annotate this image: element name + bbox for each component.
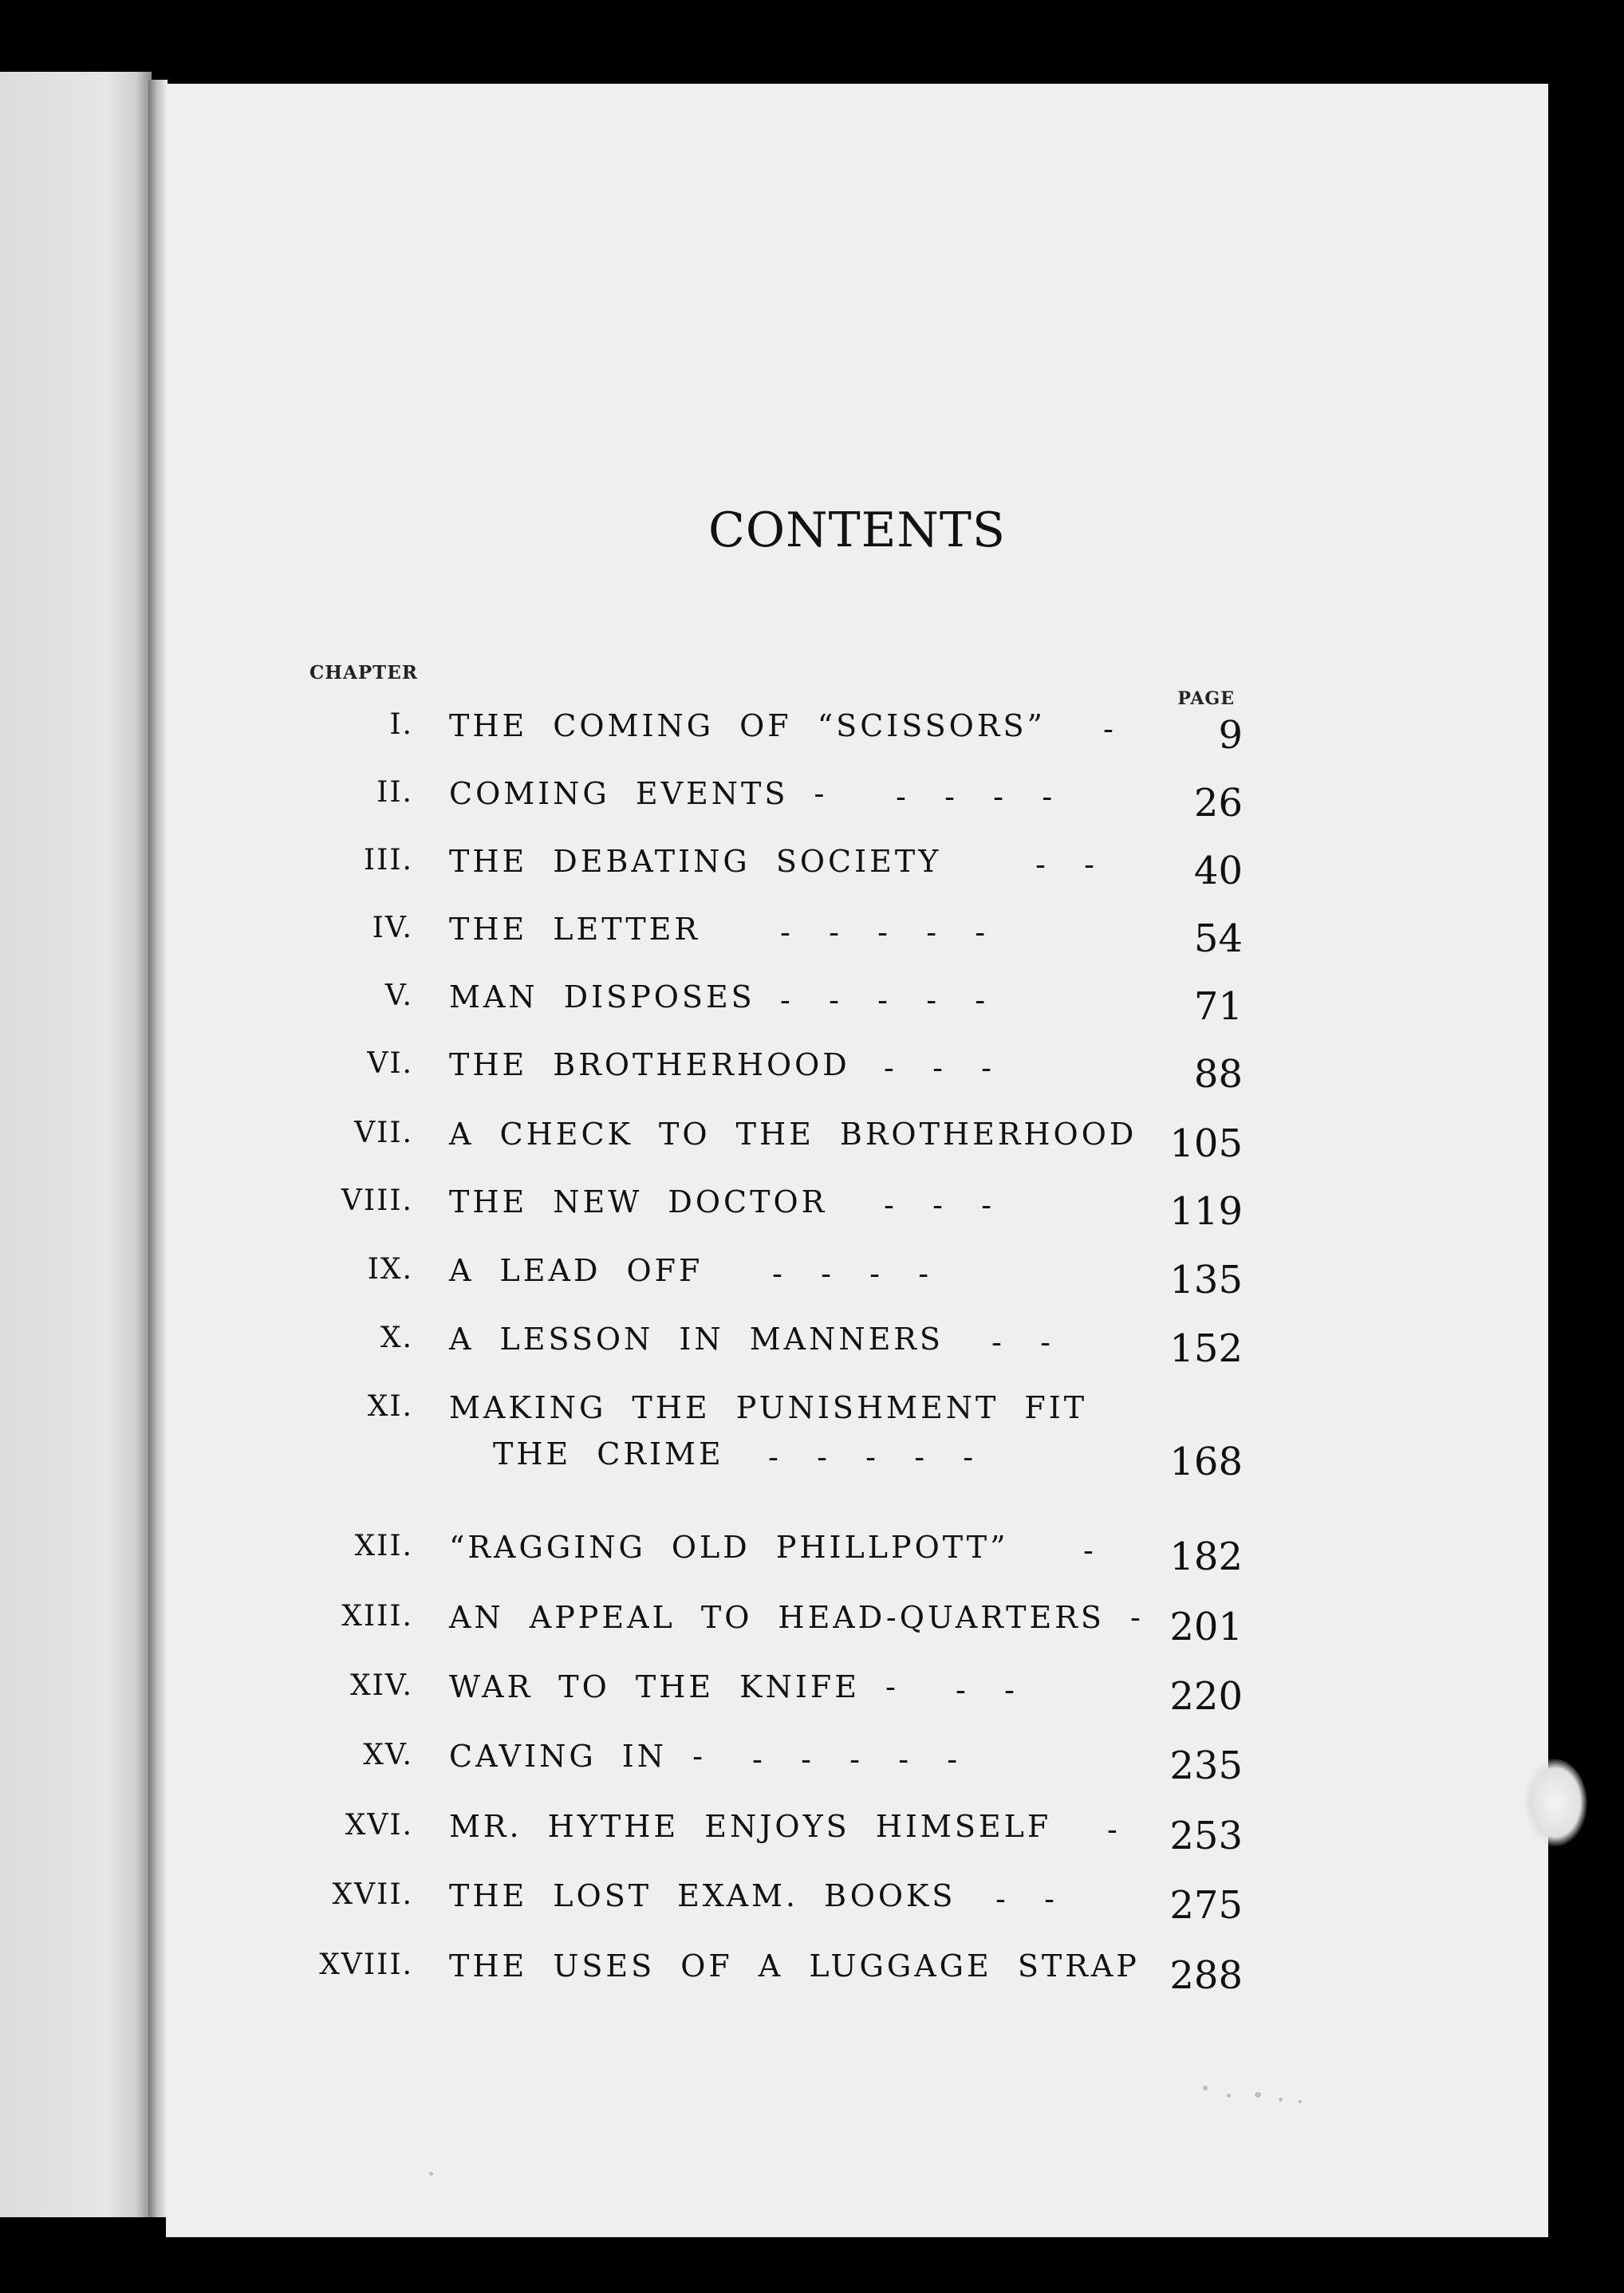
chapter-number: XIV. — [350, 1669, 413, 1702]
dot-leader: - - - - — [896, 779, 1055, 814]
chapter-title: THE LOST EXAM. BOOKS — [449, 1878, 956, 1913]
chapter-title: WAR TO THE KNIFE - — [449, 1669, 899, 1704]
chapter-number: XV. — [363, 1739, 413, 1771]
ink-speck — [429, 2172, 433, 2176]
page-number: 288 — [1169, 1953, 1243, 1998]
chapter-title: A CHECK TO THE BROTHERHOOD — [449, 1117, 1137, 1152]
page-number: 253 — [1169, 1814, 1243, 1858]
chapter-title: THE USES OF A LUGGAGE STRAP — [449, 1948, 1140, 1984]
dot-leader: - - - - - — [780, 915, 988, 950]
chapter-number: VI. — [367, 1047, 413, 1080]
toc-entry-6[interactable] — [166, 1041, 1548, 1105]
chapter-number: XVII. — [332, 1878, 413, 1911]
dot-leader: - - - - - — [768, 1440, 976, 1475]
dot-leader: - — [1083, 1533, 1096, 1568]
chapter-title: THE BROTHERHOOD — [449, 1047, 850, 1082]
toc-entry-3[interactable] — [166, 837, 1548, 901]
page-number: 9 — [1218, 713, 1243, 758]
chapter-number: IX. — [367, 1253, 413, 1286]
chapter-number: X. — [380, 1322, 413, 1354]
chapter-number: VIII. — [341, 1184, 413, 1217]
page-stain — [1523, 1759, 1587, 1846]
chapter-number: IV. — [372, 912, 413, 944]
toc-entry-4[interactable] — [166, 905, 1548, 969]
chapter-title: MR. HYTHE ENJOYS HIMSELF — [449, 1809, 1052, 1844]
chapter-title: THE NEW DOCTOR — [449, 1184, 828, 1219]
page-column-header: PAGE — [1177, 688, 1235, 709]
chapter-title: COMING EVENTS - — [449, 776, 828, 811]
toc-entry-16[interactable] — [166, 1802, 1548, 1866]
dot-leader: - - - - — [772, 1256, 932, 1291]
chapter-number: XVIII. — [319, 1948, 413, 1981]
chapter-number: XII. — [354, 1530, 413, 1562]
toc-entry-9[interactable] — [166, 1247, 1548, 1310]
page-number: 182 — [1169, 1535, 1243, 1579]
toc-entry-15[interactable] — [166, 1732, 1548, 1796]
chapter-title: MAN DISPOSES — [449, 979, 755, 1015]
page-number: 40 — [1193, 849, 1243, 893]
ink-speck — [1255, 2092, 1261, 2098]
page-number: 135 — [1169, 1258, 1243, 1302]
dot-leader: - - - - - — [752, 1742, 960, 1777]
chapter-title: MAKING THE PUNISHMENT FIT — [449, 1390, 1088, 1425]
page-number: 201 — [1169, 1605, 1243, 1649]
chapter-title: A LESSON IN MANNERS — [449, 1322, 944, 1357]
chapter-number: III. — [363, 844, 413, 877]
contents-page — [166, 84, 1548, 2237]
chapter-number: I. — [389, 708, 413, 741]
chapter-number: XIII. — [341, 1600, 413, 1633]
page-number: 54 — [1193, 916, 1243, 961]
toc-entry-10[interactable] — [166, 1315, 1548, 1379]
chapter-number: XVI. — [345, 1809, 413, 1842]
ink-speck — [1299, 2100, 1302, 2103]
dot-leader: - — [1103, 711, 1116, 747]
dot-leader: - - — [956, 1672, 1017, 1708]
page-number: 119 — [1169, 1189, 1243, 1234]
page-number: 168 — [1169, 1440, 1243, 1484]
toc-entry-5[interactable] — [166, 973, 1548, 1037]
page-number: 220 — [1169, 1674, 1243, 1719]
page-number: 71 — [1193, 984, 1243, 1029]
dot-leader: - - - — [884, 1050, 994, 1085]
toc-entry-2[interactable] — [166, 770, 1548, 833]
chapter-title-continuation: THE CRIME — [493, 1436, 724, 1472]
chapter-title: THE LETTER — [449, 912, 701, 947]
chapter-column-header: CHAPTER — [309, 662, 418, 684]
chapter-number: V. — [384, 979, 413, 1012]
page-number: 275 — [1169, 1883, 1243, 1928]
dot-leader: - - — [995, 1881, 1057, 1917]
toc-entry-13[interactable] — [166, 1594, 1548, 1657]
toc-entry-8[interactable] — [166, 1178, 1548, 1242]
toc-entry-14[interactable] — [166, 1663, 1548, 1727]
ink-speck — [1203, 2086, 1208, 2090]
chapter-title: A LEAD OFF — [449, 1253, 704, 1288]
page-number: 235 — [1169, 1743, 1243, 1788]
ink-speck — [1279, 2098, 1283, 2102]
page-number: 88 — [1193, 1052, 1243, 1097]
page-title: CONTENTS — [708, 502, 1007, 558]
page-number: 26 — [1193, 781, 1243, 825]
chapter-title: THE COMING OF “SCISSORS” — [449, 708, 1046, 743]
dot-leader: - — [1107, 1812, 1120, 1847]
toc-entry-11[interactable] — [166, 1384, 1548, 1499]
chapter-number: VII. — [354, 1117, 413, 1149]
dot-leader: - - - — [884, 1188, 994, 1223]
toc-entry-7[interactable] — [166, 1110, 1548, 1174]
chapter-title: CAVING IN - — [449, 1739, 706, 1774]
chapter-title: AN APPEAL TO HEAD-QUARTERS - — [449, 1600, 1144, 1635]
toc-entry-1[interactable] — [166, 702, 1548, 766]
dot-leader: - - — [991, 1325, 1053, 1360]
toc-entry-17[interactable] — [166, 1872, 1548, 1936]
chapter-number: II. — [376, 776, 413, 809]
page-number: 105 — [1169, 1121, 1243, 1166]
book-gutter — [148, 80, 168, 2217]
chapter-title: THE DEBATING SOCIETY — [449, 844, 942, 879]
dot-leader: - - - - - — [780, 983, 988, 1018]
chapter-number: XI. — [367, 1390, 413, 1423]
chapter-title: “RAGGING OLD PHILLPOTT” — [449, 1530, 1009, 1565]
left-page-edge — [0, 72, 152, 2217]
toc-entry-18[interactable] — [166, 1942, 1548, 2006]
dot-leader: - - — [1035, 847, 1097, 882]
ink-speck — [1227, 2094, 1231, 2098]
page-number: 152 — [1169, 1326, 1243, 1371]
toc-entry-12[interactable] — [166, 1523, 1548, 1587]
